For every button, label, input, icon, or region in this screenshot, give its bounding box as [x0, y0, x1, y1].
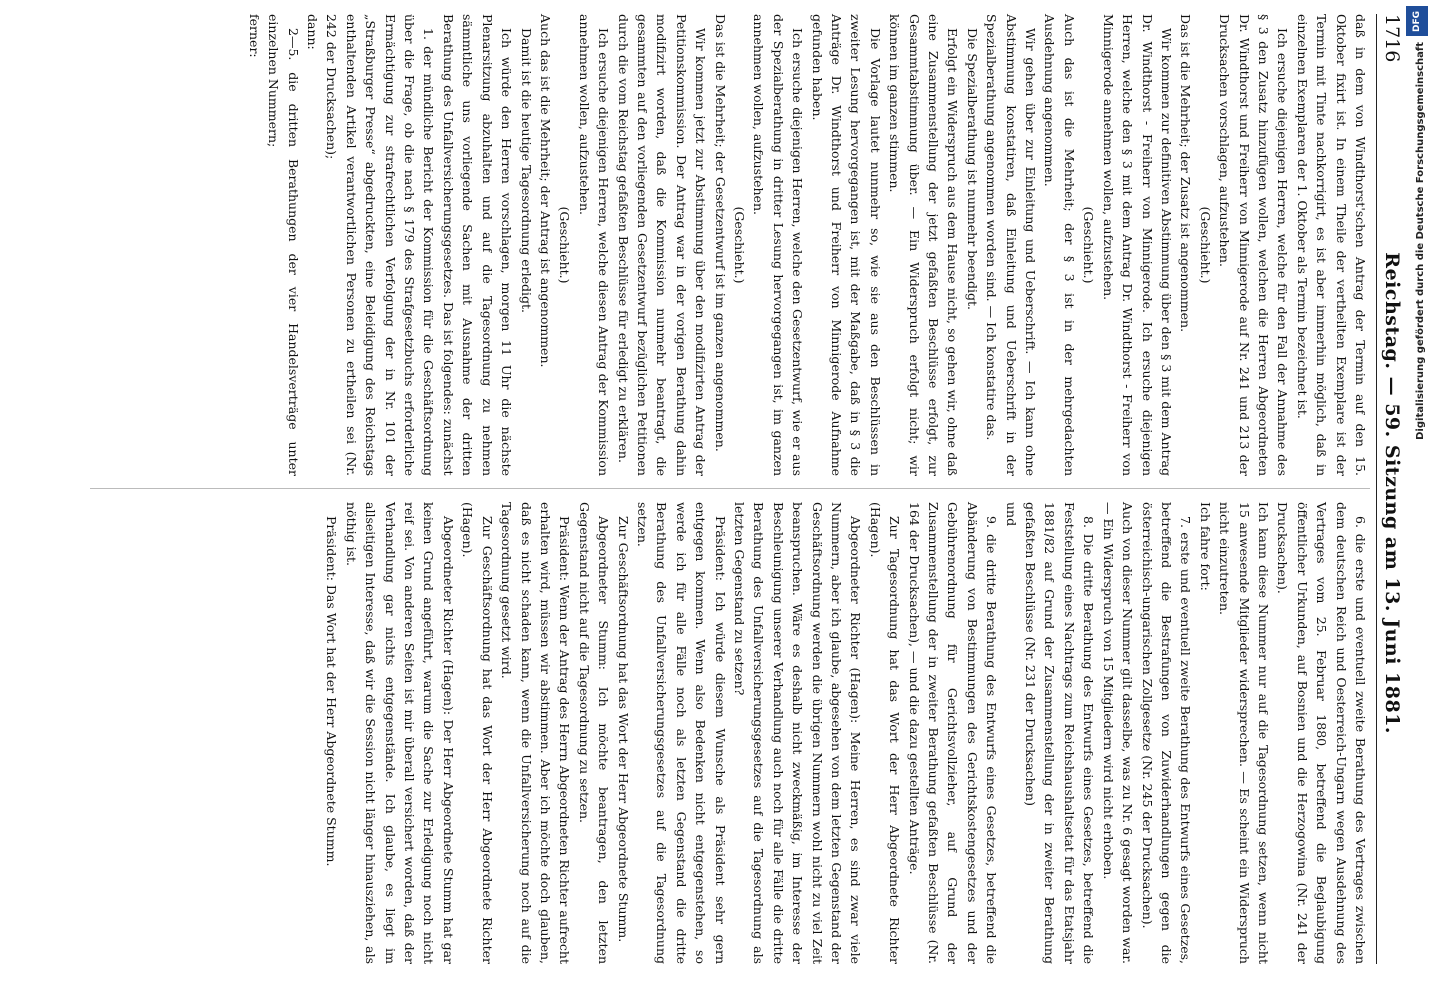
paragraph: Wir kommen jetzt zur Abstimmung über den modifizirten Antrag der Petitionskommission. Der Antrag war in der vorigen Berathung dahin modifizirt worden, daß die Kommission nunmehr beantragt, die gesammten auf den vorliegenden Gesetzentwurf bezüglichen Petitionen durch die vom Reichstag gefaßten Beschlüsse für erledigt zu erklären. — [615, 14, 709, 476]
paragraph: Ich kann diese Nummer nur auf die Tagesordnung setzen, wenn nicht 15 anwesende Mitglieder widersprechen. — Es scheint ein Widerspruch nicht einzutreten. — [1217, 502, 1271, 964]
paragraph: Damit ist die heutige Tagesordnung erledigt. — [518, 28, 534, 314]
stage-direction: (Geschieht.) — [732, 206, 747, 284]
paragraph: daß in dem von Windthorst'schen Antrag der Termin auf den 15. Oktober fixirt ist. In einem Theile der vertheilten Exemplare ist der Termin mit Tinte nachkorrigirt, es ist aber immerhin möglich, daß in einzelnen Exemplaren der 1. Oktober als Termin bezeichnet ist. — [1294, 14, 1368, 476]
list-item: 6. die erste und eventuell zweite Berathung des Vertrages zwischen dem deutschen Reich und Oesterreich-Ungarn wegen Ausdehnung des Vertrages vom 25. Februar 1880, betreffend die Beglaubigung öffentlicher Urkunden, auf Bosnien und die Herzogowina (Nr. 241 der Drucksachen). — [1275, 502, 1368, 964]
paragraph: Ich fahre fort: — [1197, 502, 1213, 591]
dfg-logo: DFG — [1406, 6, 1428, 36]
speech: Präsident: Ich würde diesem Wunsche als Präsident sehr gern entgegen kommen. Wenn also Bedenken nicht entgegenstehen, so werde ich für alle Fälle noch als letzten Gegenstand die dritte Berathung des Unfallversicherungsgesetzes auf die Tagesordnung setzen. — [634, 502, 728, 964]
paragraph: Erfolgt ein Widerspruch aus dem Hause nicht, so gehen wir, ohne daß eine Zusammenstellung der jetzt gefaßten Beschlüsse erfolgt, zur Gesammtabstimmung über. — Ein Widerspruch erfolgt nicht; wir können im ganzen stimmen. — [887, 14, 961, 476]
paragraph: Die Vorlage lautet nunmehr so, wie sie aus den Beschlüssen in zweiter Lesung hervorgegangen ist, mit der Maßgabe, daß in § 3 die Anträge Dr. Windthorst und Freiherr von Minnigerode Aufnahme gefunden haben. — [809, 14, 883, 476]
speech: Abgeordneter Richter (Hagen): Der Herr Abgeordnete Stumm hat gar keinen Grund angeführt, warum die Sache zur Erledigung noch nicht reif sei. Von anderen Seiten ist mir überall versichert worden, daß der Verhandlung gar nichts entgegenstände. Ich glaube, es liegt im allseitigen Interesse, daß wir die Session nicht länger hinausziehen, als nöthig ist. — [343, 502, 456, 964]
paragraph: Ich würde den Herren vorschlagen, morgen 11 Uhr die nächste Plenarsitzung abzuhalten und auf die Tagesordnung zu nehmen sämmtliche uns vorliegende Sachen mit Ausnahme der dritten Berathung des Unfallversicherungsgesetzes. Das ist folgendes: zunächst — [440, 14, 515, 476]
right-column — [70, 502, 1370, 964]
paragraph: Ich ersuche diejenigen Herren, welche für den Fall der Annahme des § 3 den Zusatz hinzufügen wollen, welchen die Herren Abgeordneten Dr. Windthorst und Freiherr von Minnigerode auf Nr. 241 und 213 der Drucksachen vorschlagen, aufzustehen. — [1217, 14, 1291, 476]
paragraph: Auch von dieser Nummer gilt dasselbe, was zu Nr. 6 gesagt worden war. — Ein Widerspruch von 15 Mitgliedern wird nicht erhoben. — [1100, 502, 1136, 964]
digitization-sidebar — [1398, 0, 1432, 1000]
paragraph: Zur Tagesordnung hat das Wort der Herr Abgeordnete Richter (Hagen). — [867, 502, 903, 964]
paragraph: Zur Geschäftsordnung hat das Wort der Herr Abgeordnete Richter (Hagen). — [460, 502, 495, 964]
speech: Abgeordneter Richter (Hagen): Meine Herren, es sind zwar viele Nummern, aber ich glaube, abgesehen von dem letzten Gegenstand der Geschäftsordnung werden die übrigen Nummern wohl nicht zu viel Zeit beanspruchen. Wäre es deshalb nicht zweckmäßig, im Interesse der Beschleunigung unserer Verhandlung auch noch für alle Fälle die dritte Berathung des Unfallversicherungsgesetzes auf die Tagesordnung als letzten Gegenstand zu setzen? — [732, 502, 864, 964]
column-divider — [90, 488, 1370, 489]
digitization-credit: Digitalisierung gefördert durch die Deutsche Forschungsgemeinschaft — [1415, 42, 1426, 440]
paragraph: Ich ersuche diejenigen Herren, welche diesen Antrag der Kommission annehmen wollen, aufzustehen. — [576, 14, 612, 476]
speech: Abgeordneter Stumm: Ich möchte beantragen, den letzten Gegenstand nicht auf die Tagesordnung zu setzen. — [576, 502, 612, 964]
paragraph: ferner: — [246, 14, 262, 58]
left-column — [70, 14, 1370, 476]
paragraph: Die Spezialberathung ist nunmehr beendigt. — [964, 28, 980, 311]
list-item: 1. der mündliche Bericht der Kommission für die Geschäftsordnung über die Frage, ob die nach § 179 des Strafgesetzbuchs erforderliche Ermächtigung zur strafrechtlichen Verfolgung der in Nr. 101 der „Straßburger Presse“ abgedruckten, eine Beleidigung des Reichstags enthaltenden Artikel verantwortlichen Personen zu ertheilen sei (Nr. 242 der Drucksachen); — [324, 14, 437, 476]
paragraph: Das ist die Mehrheit; der Gesetzentwurf ist im ganzen angenommen. — [712, 14, 728, 452]
paragraph: Wir gehen über zur Einleitung und Ueberschrift. — Ich kann ohne Abstimmung konstatiren, daß Einleitung und Ueberschrift in der Spezialberathung angenommen worden sind. — Ich konstatire das. — [984, 14, 1039, 476]
rotated-document-page — [20, 14, 1410, 964]
paragraph: Das ist die Mehrheit; der Zusatz ist angenommen. — [1178, 14, 1194, 333]
paragraph: und — [1003, 502, 1019, 527]
page-title: Reichstag. — 59. Sitzung am 13. Juni 1881. — [1381, 252, 1403, 735]
speech: Präsident: Das Wort hat der Herr Abgeordnete Stumm. — [324, 516, 340, 867]
speech: Präsident: Wenn der Antrag des Herrn Abgeordneten Richter aufrecht erhalten wird, müssen wir abstimmen. Aber ich möchte doch glauben, daß es nicht schaden kann, wenn die Unfallversicherung noch auf die Tagesordnung gesetzt wird. — [499, 502, 573, 964]
paragraph: dann: — [305, 14, 321, 50]
paragraph: Zur Geschäftsordnung hat das Wort der Herr Abgeordnete Stumm. — [615, 516, 631, 943]
list-item: 2—5. die dritten Berathungen der vier Handelsverträge unter einzelnen Nummern; — [266, 14, 301, 476]
list-item: 7. erste und eventuell zweite Berathung des Entwurfs eines Gesetzes, betreffend die Bestrafungen von Zuwiderhandlungen gegen die österreichisch-ungarischen Zollgesetze (Nr. 245 der Drucksachen). — [1139, 502, 1194, 964]
list-item: 9. die dritte Berathung des Entwurfs eines Gesetzes, betreffend die Abänderung von Bestimmungen des Gerichtskostengesetzes und der Gebührenordnung für Gerichtsvollzieher, auf Grund der Zusammenstellung der in zweiter Berathung gefaßten Beschlüsse (Nr. 164 der Drucksachen), — und die dazu gestellten Anträge. — [906, 502, 1000, 964]
paragraph: Auch das ist die Mehrheit; der Antrag ist angenommen. — [537, 14, 553, 368]
list-item: 8. Die dritte Berathung des Entwurfs eines Gesetzes, betreffend die Feststellung eines Nachtrags zum Reichshaushaltsetat für das Etatsjahr 1881/82 auf Grund der Zusammenstellung der in zweiter Berathung gefaßten Beschlüsse (Nr. 231 der Drucksachen) — [1023, 502, 1097, 964]
stage-direction: (Geschieht.) — [1081, 206, 1097, 284]
stage-direction: (Geschieht.) — [1197, 206, 1213, 284]
paragraph: Wir kommen zur definitiven Abstimmung über den § 3 mit dem Antrag Dr. Windthorst - Freiherr von Minnigerode. Ich ersuche diejenigen Herren, welche den § 3 mit dem Antrag Dr. Windthorst - Freiherr von Minnigerode annehmen wollen, aufzustehen. — [1100, 14, 1174, 476]
page-number: 1716 — [1381, 14, 1403, 63]
stage-direction: (Geschieht.) — [557, 206, 573, 284]
text-columns — [70, 14, 1370, 964]
paragraph: Ich ersuche diejenigen Herren, welche den Gesetzentwurf, wie er aus der Spezialberathung in dritter Lesung hervorgegangen ist, im ganzen annehmen wollen, aufzustehen. — [751, 14, 806, 476]
paragraph: Auch das ist die Mehrheit; der § 3 ist in der mehrgedachten Ausdehnung angenommen. — [1042, 14, 1077, 476]
